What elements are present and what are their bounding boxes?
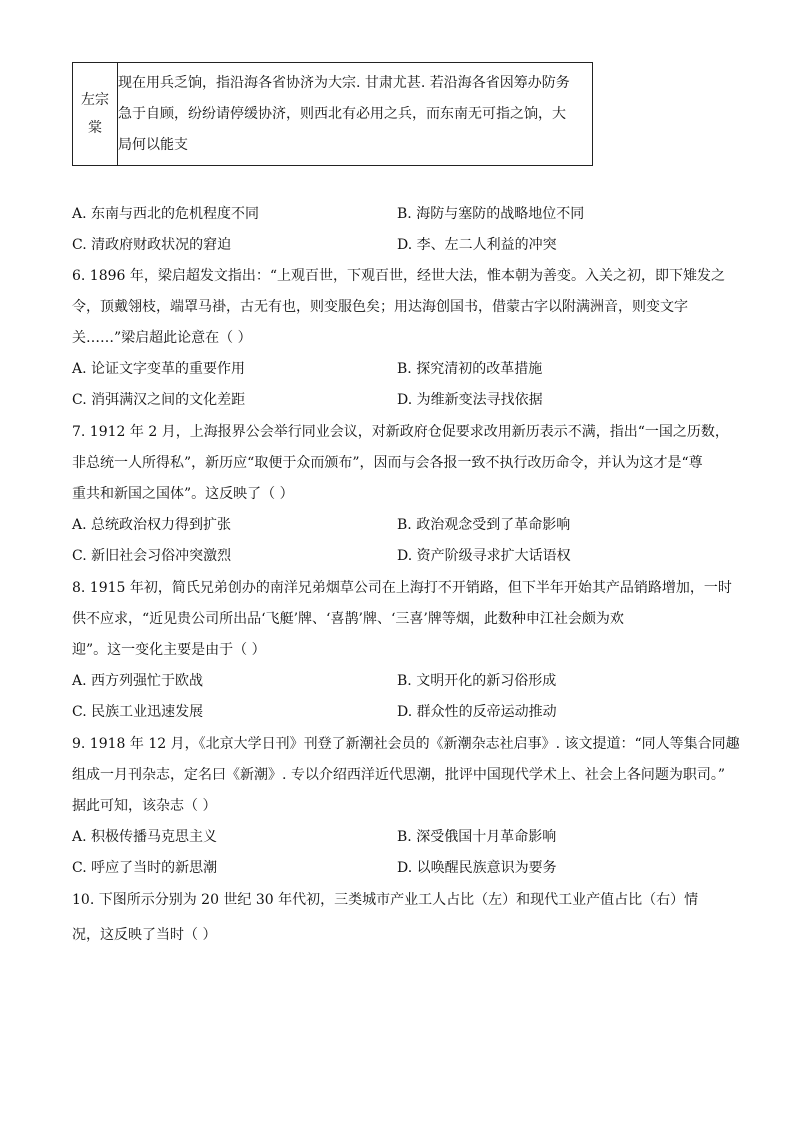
q8-stem-line: 8. 1915 年初，简氏兄弟创办的南洋兄弟烟草公司在上海打不开销路，但下半年开始其产品销路增加，一时 [72,580,732,596]
quote-text-cell [118,63,593,166]
q9-stem-line: 据此可知，该杂志（ ） [72,798,217,814]
quote-line: 现在用兵乏饷，指沿海各省协济为大宗. 甘肃尤甚. 若沿海各省因筹办防务 [118,74,570,91]
q7-option-a: A. 总统政治权力得到扩张 [72,517,232,533]
speaker-name-cell [73,63,118,166]
q7-stem-line: 7. 1912 年 2 月，上海报界公会举行同业会议，对新政府仓促要求改用新历表示不满，指出“一国之历数， [72,424,729,440]
q6-stem-line: 6. 1896 年，梁启超发文指出：“上观百世，下观百世，经世大法，惟本朝为善变。入关之初，即下雉发之 [72,268,726,284]
q8-option-b: B. 文明开化的新习俗形成 [397,673,557,689]
quote-line: 局何以能支 [118,136,188,153]
q9-option-b: B. 深受俄国十月革命影响 [397,829,557,845]
q7-option-d: D. 资产阶级寻求扩大话语权 [397,548,571,564]
q9-option-a: A. 积极传播马克思主义 [72,829,218,845]
q6-stem-line: 令，顶戴翎枝，端罩马褂，古无有也，则变服色矣；用达海创国书，借蒙古字以附满洲音，则变文字 [72,299,688,315]
table-row [73,63,593,166]
q10-stem-line: 10. 下图所示分别为 20 世纪 30 年代初，三类城市产业工人占比（左）和现代工业产值占比（右）情 [72,892,699,908]
q9-option-d: D. 以唤醒民族意识为要务 [397,860,557,876]
quote-line: 急于自顾，纷纷请停缓协济，则西北有必用之兵，而东南无可指之饷，大 [118,105,566,122]
speaker-name-line2: 棠 [88,120,102,136]
q6-option-a: A. 论证文字变革的重要作用 [72,361,246,377]
q8-option-c: C. 民族工业迅速发展 [72,704,204,720]
q10-stem-line: 况，这反映了当时（ ） [72,927,217,943]
q5-option-c: C. 清政府财政状况的窘迫 [72,237,232,253]
q7-stem-line: 重共和新国之国体”。这反映了（ ） [72,486,294,502]
q8-stem-line: 迎”。这一变化主要是由于（ ） [72,642,266,658]
q9-option-c: C. 呼应了当时的新思潮 [72,860,218,876]
speaker-name-line1: 左宗 [81,92,109,108]
q8-option-d: D. 群众性的反帝运动推动 [397,704,557,720]
q8-option-a: A. 西方列强忙于欧战 [72,673,204,689]
q5-option-d: D. 李、左二人利益的冲突 [397,237,557,253]
quote-table [72,62,593,166]
q6-option-d: D. 为维新变法寻找依据 [397,392,543,408]
q5-option-a: A. 东南与西北的危机程度不同 [72,206,260,222]
q9-stem-line: 组成一月刊杂志，定名曰《新潮》. 专以介绍西洋近代思潮，批评中国现代学术上、社会上各问题为职司。” [72,767,726,783]
q6-option-b: B. 探究清初的改革措施 [397,361,543,377]
q7-option-c: C. 新旧社会习俗冲突激烈 [72,548,232,564]
q7-stem-line: 非总统一人所得私”，新历应“取便于众而颁布”，因而与会各报一致不执行改历命令，并认为这才是“尊 [72,455,703,471]
q6-stem-line: 关……”梁启超此论意在（ ） [72,330,252,346]
q6-option-c: C. 消弭满汉之间的文化差距 [72,392,246,408]
q8-stem-line: 供不应求，“近见贵公司所出品‘飞艇’牌、‘喜鹊’牌、‘三喜’牌等烟，此数种申江社会颇为欢 [72,611,624,627]
q7-option-b: B. 政治观念受到了革命影响 [397,517,571,533]
q5-option-b: B. 海防与塞防的战略地位不同 [397,206,585,222]
q9-stem-line: 9. 1918 年 12 月，《北京大学日刊》刊登了新潮社会员的《新潮杂志社启事》. 该文提道：“同人等集合同趣 [72,736,740,752]
